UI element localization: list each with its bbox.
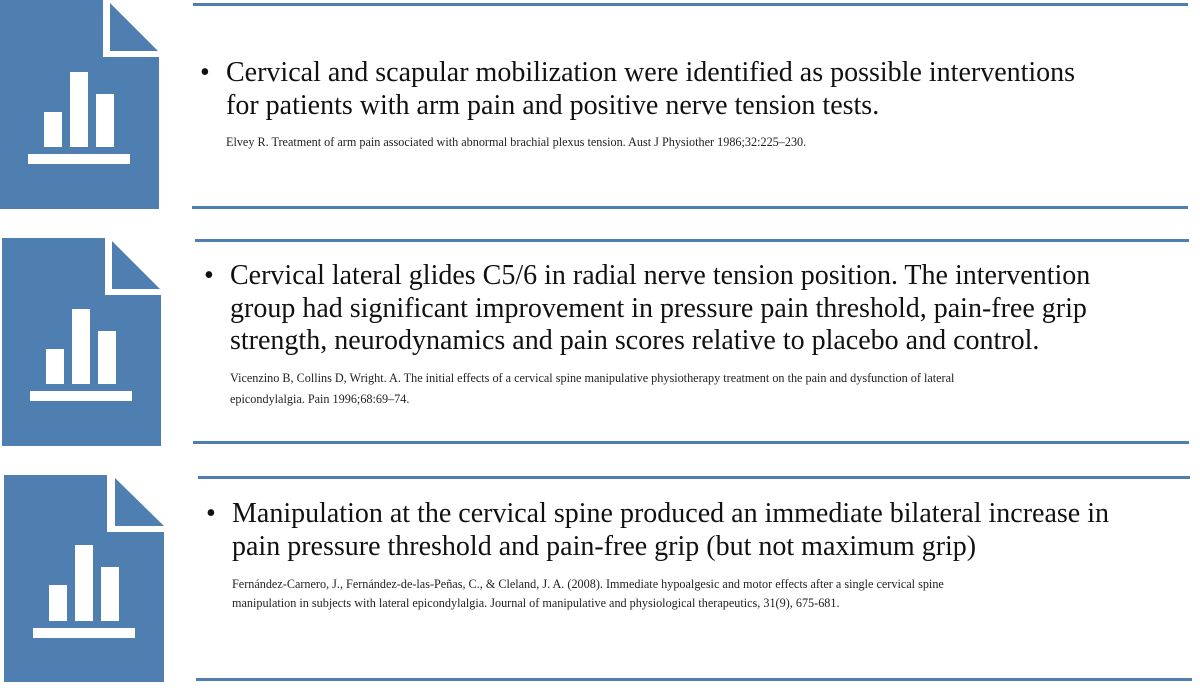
citation-line: Fernández-Carnero, J., Fernández-de-las-Peñas, C., & Cleland, J. A. (2008). Immediate hypoalgesic and motor effects after a single cervical spine <box>232 577 944 591</box>
summary-line: group had significant improvement in pressure pain threshold, pain-free grip <box>230 292 1087 324</box>
evidence-item <box>206 498 1196 613</box>
citation-line: Vicenzino B, Collins D, Wright. A. The initial effects of a cervical spine manipulative physiotherapy treatment on the pain and dysfunction of lateral <box>230 370 955 385</box>
document-bar-chart-icon <box>2 238 162 446</box>
citation <box>226 132 1190 153</box>
evidence-summary <box>226 57 1190 153</box>
section-top-divider <box>198 476 1190 479</box>
document-bar-chart-icon <box>4 475 164 683</box>
section-top-divider <box>193 3 1188 6</box>
summary-line: pain pressure threshold and pain-free grip (but not maximum grip) <box>232 530 977 562</box>
summary-line: Cervical lateral glides C5/6 in radial nerve tension position. The intervention <box>230 260 1091 291</box>
citation <box>232 575 1196 613</box>
section-top-divider <box>195 239 1189 242</box>
summary-line: strength, neurodynamics and pain scores relative to placebo and control. <box>230 325 1040 356</box>
evidence-item <box>200 57 1190 153</box>
section-bottom-divider <box>192 206 1188 209</box>
evidence-summary <box>232 498 1196 613</box>
document-bar-chart-icon <box>0 0 160 208</box>
bullet-icon: • <box>204 260 214 291</box>
citation-line: Elvey R. Treatment of arm pain associated with abnormal brachial plexus tension. Aust J Physiother 1986;32:225–230. <box>226 135 807 149</box>
evidence-summary <box>230 260 1194 410</box>
summary-line: Cervical and scapular mobilization were identified as possible interventions <box>226 57 1076 88</box>
evidence-item <box>204 260 1194 410</box>
citation <box>230 368 1194 410</box>
citation-line: manipulation in subjects with lateral epicondylalgia. Journal of manipulative and physiological therapeutics, 31(9), 675-681. <box>232 596 840 610</box>
bullet-icon: • <box>206 498 216 529</box>
section-bottom-divider <box>193 441 1189 444</box>
summary-line: for patients with arm pain and positive nerve tension tests. <box>226 89 880 121</box>
citation-line: epicondylalgia. Pain 1996;68:69–74. <box>230 391 410 406</box>
summary-line: Manipulation at the cervical spine produced an immediate bilateral increase in <box>232 498 1109 529</box>
bullet-icon: • <box>200 57 210 88</box>
section-bottom-divider <box>196 678 1192 681</box>
